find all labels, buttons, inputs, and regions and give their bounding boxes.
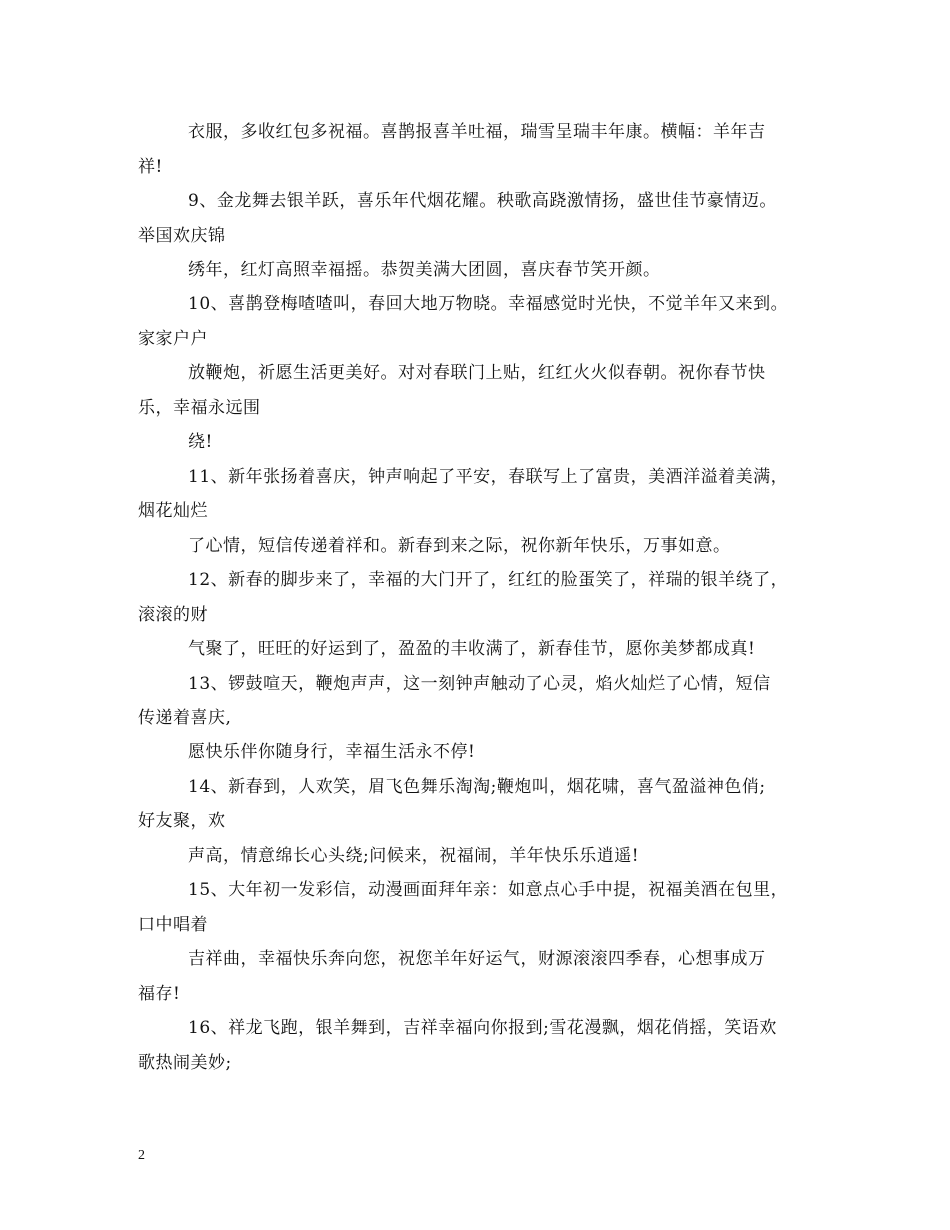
text-line: 举国欢庆锦 [138, 226, 226, 246]
text-line: 16、祥龙飞跑，银羊舞到，吉祥幸福向你报到;雪花漫飘，烟花俏摇，笑语欢 [188, 1018, 777, 1038]
text-line: 声高，情意绵长心头绕;问候来，祝福闹，羊年快乐乐逍遥! [188, 846, 640, 866]
text-line: 11、新年张扬着喜庆，钟声响起了平安，春联写上了富贵，美酒洋溢着美满， [188, 467, 789, 487]
text-line: 口中唱着 [138, 915, 208, 935]
text-line: 15、大年初一发彩信，动漫画面拜年亲：如意点心手中提，祝福美酒在包里， [188, 880, 789, 900]
text-line: 了心情，短信传递着祥和。新春到来之际，祝你新年快乐，万事如意。 [188, 536, 731, 556]
text-line: 10、喜鹊登梅喳喳叫，春回大地万物晓。幸福感觉时光快，不觉羊年又来到。 [188, 294, 789, 314]
text-line: 14、新春到，人欢笑，眉飞色舞乐淘淘;鞭炮叫，烟花啸，喜气盈溢神色俏; [188, 777, 766, 797]
text-line: 烟花灿烂 [138, 501, 208, 521]
text-line: 愿快乐伴你随身行，幸福生活永不停! [188, 742, 476, 762]
text-line: 传递着喜庆, [138, 708, 232, 728]
text-line: 12、新春的脚步来了，幸福的大门开了，红红的脸蛋笑了，祥瑞的银羊绕了， [188, 570, 789, 590]
text-line: 9、金龙舞去银羊跃，喜乐年代烟花耀。秧歌高跷激情扬，盛世佳节豪情迈。 [188, 191, 777, 211]
text-line: 好友聚，欢 [138, 811, 226, 831]
page-number: 2 [138, 1148, 145, 1163]
text-line: 祥! [138, 157, 163, 177]
text-line: 衣服，多收红包多祝福。喜鹊报喜羊吐福，瑞雪呈瑞丰年康。横幅：羊年吉 [188, 122, 766, 142]
text-line: 绣年，红灯高照幸福摇。恭贺美满大团圆，喜庆春节笑开颜。 [188, 260, 661, 280]
text-line: 滚滚的财 [138, 605, 208, 625]
text-line: 福存! [138, 984, 181, 1004]
text-line: 气聚了，旺旺的好运到了，盈盈的丰收满了，新春佳节，愿你美梦都成真! [188, 639, 756, 659]
text-line: 家家户户 [138, 329, 208, 349]
text-line: 放鞭炮，祈愿生活更美好。对对春联门上贴，红红火火似春朝。祝你春节快 [188, 363, 766, 383]
text-line: 绕! [188, 432, 213, 452]
text-line: 乐，幸福永远围 [138, 398, 261, 418]
text-line: 吉祥曲，幸福快乐奔向您，祝您羊年好运气，财源滚滚四季春，心想事成万 [188, 949, 766, 969]
text-line: 歌热闹美妙; [138, 1053, 232, 1073]
text-line: 13、锣鼓喧天，鞭炮声声，这一刻钟声触动了心灵，焰火灿烂了心情，短信 [188, 674, 771, 694]
